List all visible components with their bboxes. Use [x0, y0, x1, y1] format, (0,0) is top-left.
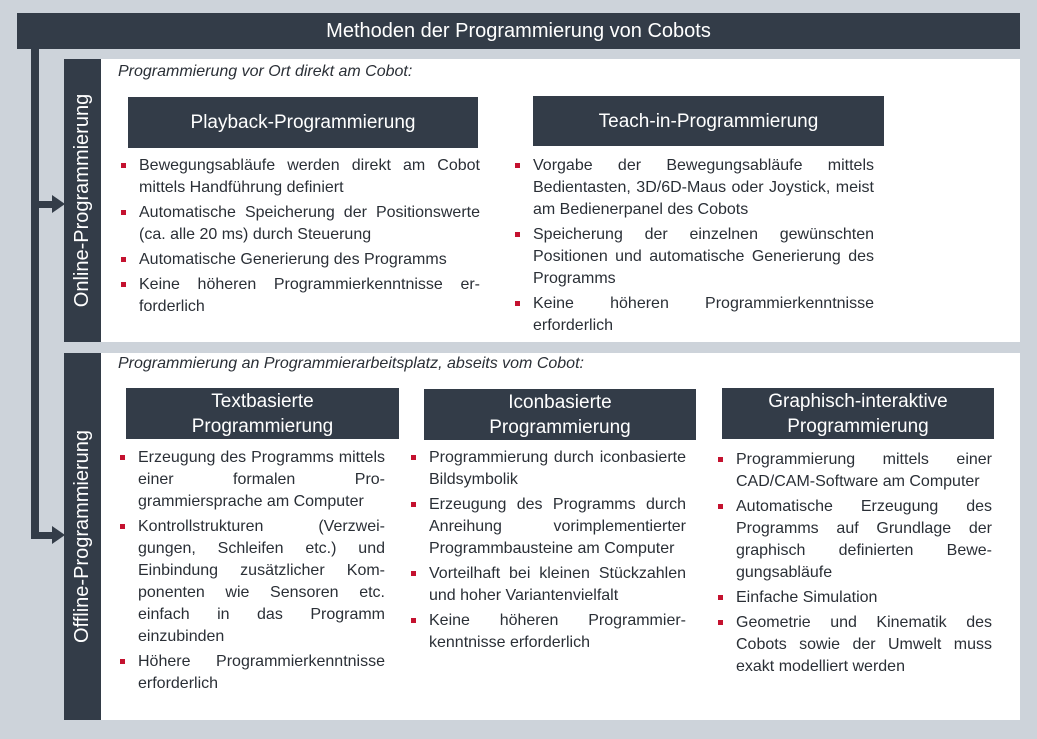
list-item: Geometrie und Kinematik des Cobots sowie der Umwelt muss exakt modelliert werden — [715, 612, 992, 678]
method-box-graphic: Graphisch-interaktive Programmierung — [722, 388, 994, 439]
list-item: Automatische Erzeugung des Programms auf Grundlage der graphisch definierten Bewegungsabläufe — [715, 496, 992, 584]
icon-list — [408, 447, 686, 657]
offline-panel — [101, 353, 1020, 720]
list-item: Keine höheren Programmierkenntnisse erforderlich — [512, 293, 874, 337]
offline-subtitle: Programmierung an Programmierarbeitsplatz, abseits vom Cobot: — [118, 355, 584, 372]
list-item: Erzeugung des Programms durch Anreihung vorimplementierter Programmbausteine am Computer — [408, 494, 686, 560]
list-item: Keine höheren Programmierkenntnisse erforderlich — [408, 610, 686, 654]
offline-label-text: Offline-Programmierung — [71, 429, 94, 644]
list-item: Speicherung der einzelnen gewünschten Positionen und automatische Generierung des Programms — [512, 224, 874, 290]
online-subtitle: Programmierung vor Ort direkt am Cobot: — [118, 63, 413, 80]
list-item: Vorgabe der Bewegungsabläufe mittels Bedientasten, 3D/6D-Maus oder Joystick, meist am Bedienerpanel des Cobots — [512, 155, 874, 221]
list-item: Automatische Generierung des Programms — [118, 249, 480, 271]
offline-section-label — [64, 353, 101, 720]
list-item: Programmierung durch iconbasierte Bildsymbolik — [408, 447, 686, 491]
list-item: Kontrollstrukturen (Verzweigungen, Schleifen etc.) und Einbindung zusätzlicher Komponenten wie Sensoren etc. einfach in das Programm einzubinden — [117, 516, 385, 648]
vertical-connector — [31, 49, 39, 539]
online-label-text: Online-Programmierung — [71, 93, 94, 308]
method-box-playback: Playback-Programmierung — [128, 97, 478, 148]
list-item: Erzeugung des Programms mittels einer formalen Programmiersprache am Computer — [117, 447, 385, 513]
method-box-icon: Iconbasierte Programmierung — [424, 389, 696, 440]
list-item: Einfache Simulation — [715, 587, 992, 609]
diagram-title: Methoden der Programmierung von Cobots — [17, 13, 1020, 49]
method-box-teach-in: Teach-in-Programmierung — [533, 96, 884, 146]
list-item: Automatische Speicherung der Positionswerte (ca. alle 20 ms) durch Steuerung — [118, 202, 480, 246]
teach-in-list — [512, 155, 874, 340]
list-item: Programmierung mittels einer CAD/CAM-Software am Computer — [715, 449, 992, 493]
text-list — [117, 447, 385, 698]
list-item: Bewegungsabläufe werden direkt am Cobot mittels Handführung definiert — [118, 155, 480, 199]
list-item: Keine höheren Programmierkenntnisse erforderlich — [118, 274, 480, 318]
graphic-list — [715, 449, 992, 681]
online-section-label — [64, 59, 101, 342]
playback-list — [118, 155, 480, 321]
method-box-text: Textbasierte Programmierung — [126, 388, 399, 439]
list-item: Vorteilhaft bei kleinen Stückzahlen und hoher Variantenvielfalt — [408, 563, 686, 607]
list-item: Höhere Programmierkenntnisse erforderlich — [117, 651, 385, 695]
online-panel — [101, 59, 1020, 342]
